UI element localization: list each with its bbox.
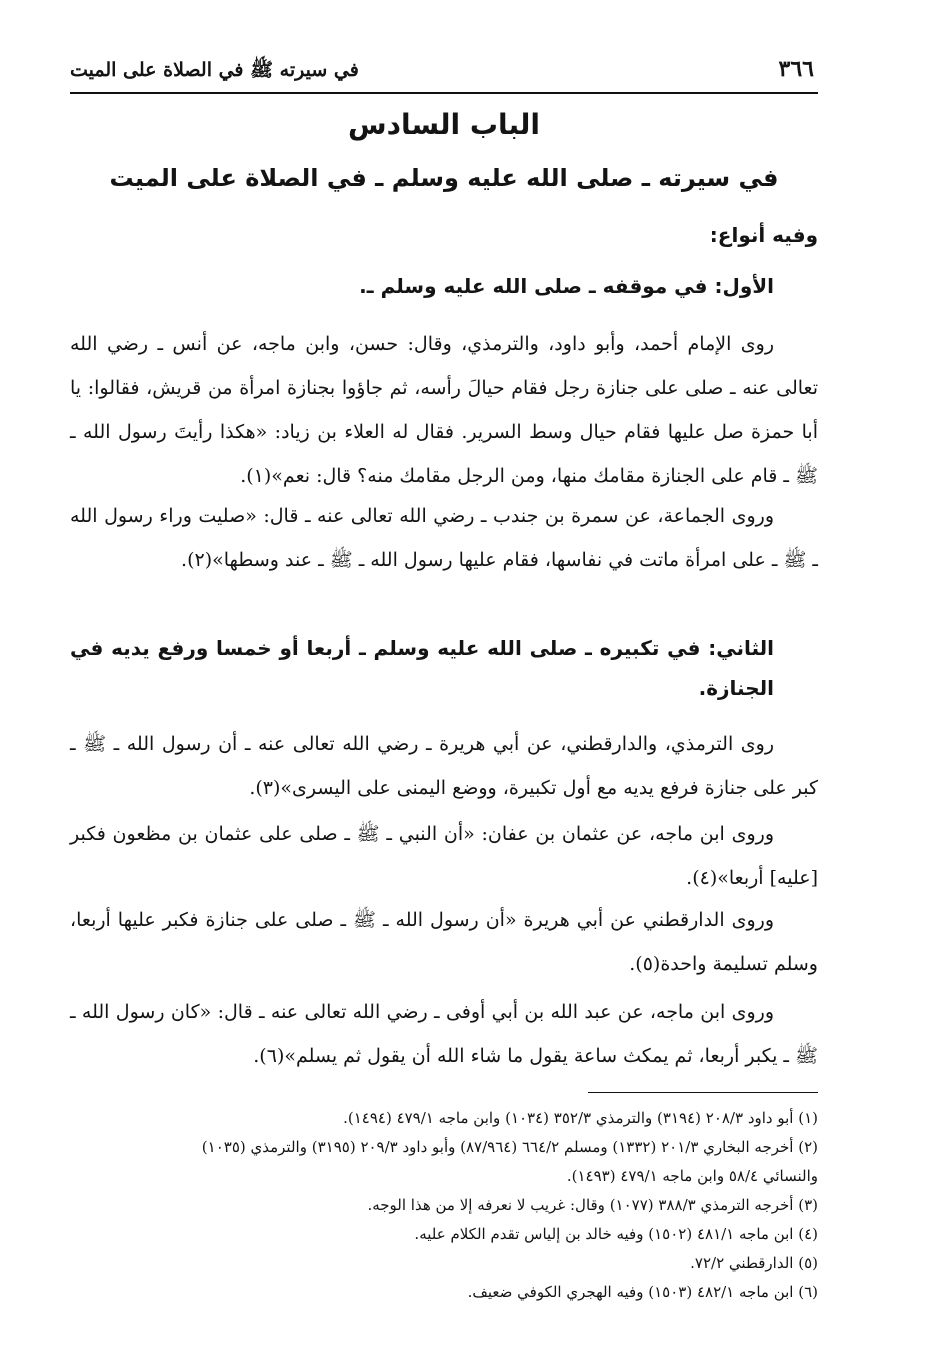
footnote: (٣) أخرجه الترمذي ٣٨٨/٣ (١٠٧٧) وقال: غريب لا نعرفه إلا من هذا الوجه.: [367, 1196, 818, 1214]
chapter-title: الباب السادس: [347, 108, 541, 141]
paragraph: روى الإمام أحمد، وأبو داود، والترمذي، وقال: حسن، وابن ماجه، عن أنس ـ رضي الله تعالى عنه ـ صلى على جنازة رجل فقام حيالَ رأسه، ثم جاؤوا بجنازة امرأة من قريش، فقالوا: يا أبا حمزة صل عليها فقام حيال وسط السرير. فقال له العلاء بن زياد: «هكذا رأيتَ رسول الله ـ ﷺ ـ قام على الجنازة مقامك منها، ومن الرجل مقامك منه؟ قال: نعم»(١).: [70, 333, 818, 487]
paragraph: وروى الدارقطني عن أبي هريرة «أن رسول الله ـ ﷺ ـ صلى على جنازة فكبر عليها أربعا، وسلم تسليمة واحدة(٥).: [70, 909, 818, 975]
paragraph: وروى الجماعة، عن سمرة بن جندب ـ رضي الله تعالى عنه ـ قال: «صليت وراء رسول الله ـ ﷺ ـ على امرأة ماتت في نفاسها، فقام عليها رسول الله ـ ﷺ ـ عند وسطها»(٢).: [70, 505, 818, 571]
footnote-divider: [588, 1092, 818, 1093]
footnote: (١) أبو داود ٢٠٨/٣ (٣١٩٤) والترمذي ٣٥٢/٣ (١٠٣٤) وابن ماجه ٤٧٩/١ (١٤٩٤).: [343, 1109, 818, 1127]
footnote: والنسائي ٥٨/٤ وابن ماجه ٤٧٩/١ (١٤٩٣).: [566, 1167, 818, 1185]
chapter-intro: وفيه أنواع:: [709, 223, 818, 247]
footnote: (٢) أخرجه البخاري ٢٠١/٣ (١٣٣٢) ومسلم ٦٦٤/٢ (٨٧/٩٦٤) وأبو داود ٢٠٩/٣ (٣١٩٥) والترمذي (١٠٣٥): [201, 1138, 818, 1156]
section-heading-first: الأول: في موقفه ـ صلى الله عليه وسلم ـ.: [359, 274, 774, 298]
footnote: (٦) ابن ماجه ٤٨٢/١ (١٥٠٣) وفيه الهجري الكوفي ضعيف.: [467, 1283, 818, 1301]
footnote: (٥) الدارقطني ٧٢/٢.: [690, 1254, 818, 1272]
chapter-subtitle: في سيرته ـ صلى الله عليه وسلم ـ في الصلاة على الميت: [109, 164, 779, 192]
running-title: في سيرته ﷺ في الصلاة على الميت: [70, 59, 359, 81]
paragraph: وروى ابن ماجه، عن عبد الله بن أبي أوفى ـ رضي الله تعالى عنه ـ قال: «كان رسول الله ـ ﷺ ـ يكبر أربعا، ثم يمكث ساعة يقول ما شاء الله أن يقول ثم يسلم»(٦).: [70, 1001, 818, 1067]
paragraph: روى الترمذي، والدارقطني، عن أبي هريرة ـ رضي الله تعالى عنه ـ أن رسول الله ـ ﷺ ـ كبر على جنازة فرفع يديه مع أول تكبيرة، ووضع اليمنى على اليسرى»(٣).: [70, 733, 818, 799]
footnotes-list: [70, 1104, 818, 1307]
page-number: ٣٦٦: [778, 56, 814, 82]
footnote: (٤) ابن ماجه ٤٨١/١ (١٥٠٢) وفيه خالد بن إلياس تقدم الكلام عليه.: [414, 1225, 818, 1243]
paragraph: وروى ابن ماجه، عن عثمان بن عفان: «أن النبي ـ ﷺ ـ صلى على عثمان بن مظعون فكبر [عليه] أربعا»(٤).: [70, 823, 818, 889]
running-header: [70, 52, 818, 94]
book-page: [70, 0, 818, 1360]
section-heading-second: الثاني: في تكبيره ـ صلى الله عليه وسلم ـ أربعا أو خمسا ورفع يديه في الجنازة.: [70, 636, 774, 700]
